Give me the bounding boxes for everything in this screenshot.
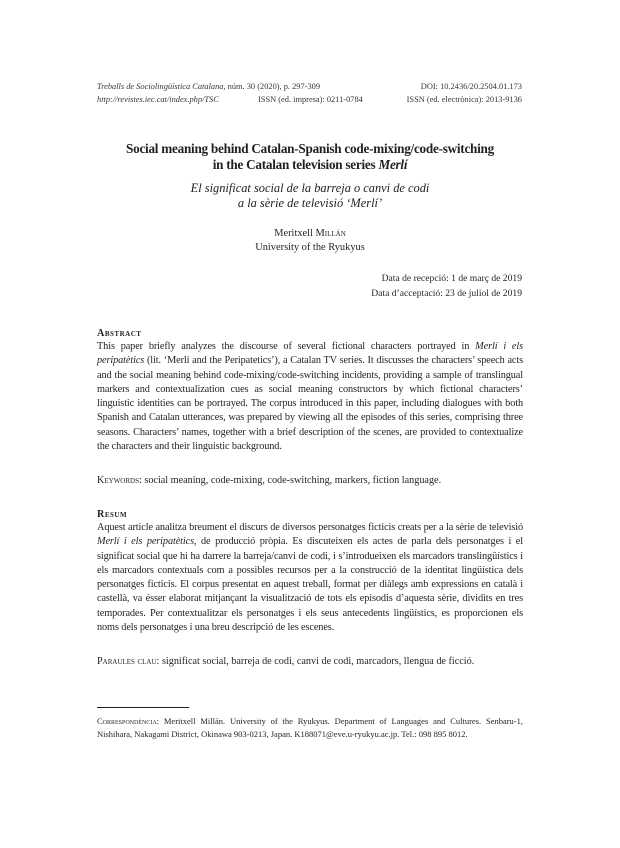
paraules-clau-text: significat social, barreja de codi, canvi de codi, marcadors, llengua de ficció. [159, 656, 475, 667]
footnote-rule [97, 707, 189, 708]
subtitle-line-1: El significat social de la barreja o canvi de codi [190, 181, 430, 195]
title-line-2 [60, 157, 560, 173]
date-accepted: Data d’acceptació: 23 de juliol de 2019 [371, 288, 522, 299]
resum-body [97, 521, 523, 635]
resum-heading: Resum [97, 509, 128, 520]
abstract-heading: Abstract [97, 328, 142, 339]
resum-text-1: Aquest article analitza breument el discurs de diversos personatges ficticis creats per a la sèrie de televisió [97, 522, 523, 533]
resum-series-title: Merlí i els peripatètics [97, 536, 194, 548]
paper-title [60, 141, 560, 172]
journal-name: Treballs de Sociolingüística Catalana [97, 82, 224, 91]
doi: DOI: 10.2436/20.2504.01.173 [420, 82, 522, 91]
paper-subtitle [60, 181, 560, 211]
issn-print: ISSN (ed. impresa): 0211-0784 [258, 95, 363, 104]
subtitle-line-2: a la sèrie de televisió ‘Merlí’ [237, 196, 383, 210]
date-received: Data de recepció: 1 de març de 2019 [381, 273, 522, 284]
keywords [97, 474, 523, 488]
abstract-body [97, 340, 523, 454]
abstract-series-title: Merlí i els peripatètics [97, 341, 523, 367]
issn-electronic: ISSN (ed. electrònica): 2013-9136 [406, 95, 522, 104]
title-line-2-text: in the Catalan television series [212, 156, 379, 172]
author-surname: Millán [315, 228, 346, 239]
abstract-text-2: (lit. ‘Merlí and the Peripatetics’), a Catalan TV series. It discusses the characters’ speech acts and the social meaning behind code-mixing/code-switching incidents, providing a sample of translingual markers and contextualization cues as social meaning constructors by which fictional characters’ linguistic identities can be portrayed. The corpus introduced in this paper, including dialogues with both Spanish and Catalan utterances, was prepared by viewing all the episodes of this series, comprising three seasons. Characters’ names, together with a brief description of the scenes, are provided to contextualize the characters and their linguistic background. [97, 355, 523, 453]
correspondence-footnote [97, 715, 523, 741]
author-given-name: Meritxell [274, 228, 316, 239]
author-affiliation: University of the Ryukyus [255, 242, 365, 253]
submission-dates [371, 271, 522, 301]
journal-citation [97, 80, 320, 94]
keywords-text: social meaning, code-mixing, code-switching, markers, fiction language. [141, 475, 442, 486]
footnote-text: Meritxell Millán. University of the Ryukyus. Department of Languages and Cultures. Senbaru-1, Nishihara, Nakagami District, Okinawa 903-0213, Japan. K188071@eve.u-ryukyu.ac.jp. Tel.: 098 895 8012. [97, 716, 523, 739]
title-line-1: Social meaning behind Catalan-Spanish code-mixing/code-switching [126, 141, 494, 156]
paraules-clau [97, 655, 523, 669]
paraules-clau-label: Paraules clau: [97, 656, 160, 667]
author-name [60, 226, 560, 241]
title-series-name: Merlí [378, 156, 408, 172]
keywords-label: Keywords: [97, 475, 142, 486]
footnote-label: Correspondència: [97, 716, 160, 726]
abstract-text-1: This paper briefly analyzes the discourse of several fictional characters portrayed in [97, 341, 476, 352]
journal-url[interactable]: http://revistes.iec.cat/index.php/TSC [97, 95, 219, 104]
journal-issue: , núm. 30 (2020), p. 297-309 [223, 82, 321, 91]
resum-text-2: , de producció pròpia. Es discuteixen els actes de parla dels personatges i el significat social que hi ha darrere la barreja/canvi de codi, i s’introdueixen els marcadors translingüístics i els marcadors contextuals com a possibles recursos per a la construcció de la identitat lingüística dels personatges ficticis. El corpus presentat en aquest treball, format per diàlegs amb expressions en català i castellà, va ésser elaborat mitjançant la visualització de tots els episodis d’aquesta sèrie, dividits en tres temporades. Per contextualitzar els personatges i els seus antecedents lingüístics, es proporcionen els noms dels personatges i una breu descripció de les escenes. [97, 536, 523, 634]
